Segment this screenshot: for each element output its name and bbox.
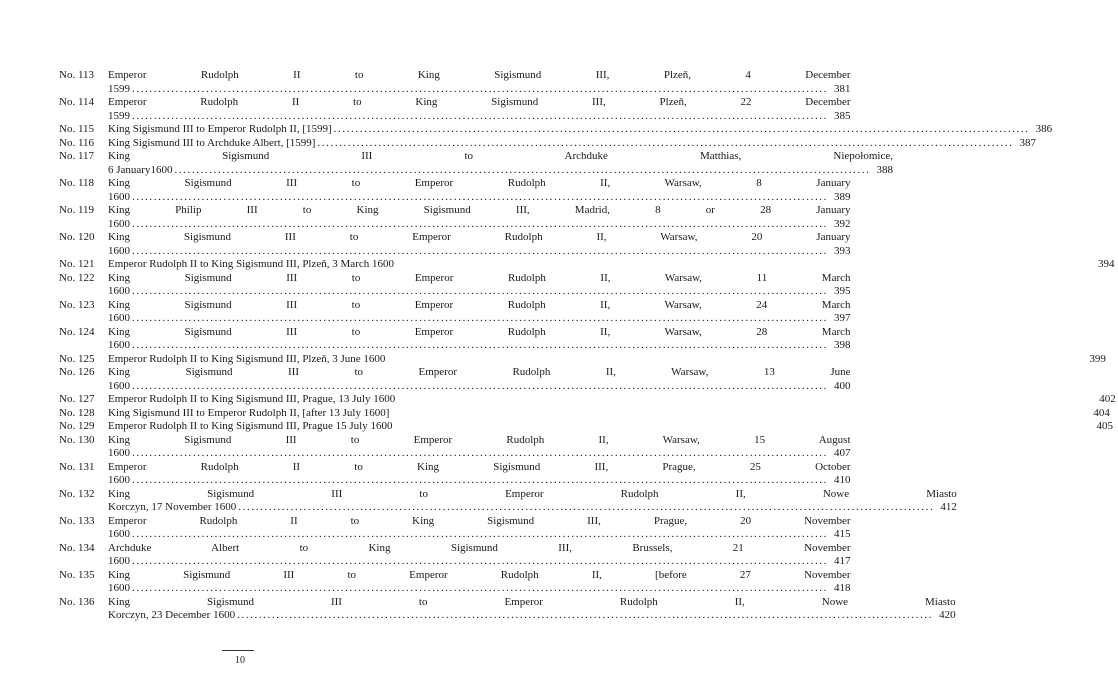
dot-leader — [132, 245, 828, 259]
dot-leader — [132, 339, 828, 353]
title-line: Emperor Rudolph II to King Sigismund III, Prague, 25 October — [108, 460, 851, 473]
dot-leader — [132, 285, 828, 299]
dot-leader — [132, 191, 828, 205]
page-ref: 395 — [834, 285, 851, 297]
entry-title — [108, 366, 853, 393]
entry-number: No. 116 — [59, 136, 95, 149]
page-ref: 386 — [1035, 123, 1053, 135]
title-line: King Sigismund III to Emperor Rudolph II, Warsaw, 11 March — [108, 271, 851, 284]
dot-leader — [317, 137, 1013, 151]
title-line: King Philip III to King Sigismund III, Madrid, 8 or 28 January — [108, 204, 851, 216]
toc-entry — [59, 150, 893, 177]
entry-title — [108, 258, 1116, 272]
title-line: King Sigismund III to Emperor Rudolph II, Warsaw, 24 March — [108, 298, 851, 311]
title-line: Emperor Rudolph II to King Sigismund III, Plzeň, 3 June 1600 — [108, 352, 386, 365]
page-ref: 418 — [834, 582, 851, 594]
entry-title — [108, 461, 853, 488]
page-ref: 402 — [1099, 393, 1116, 405]
title-line: 1600 — [108, 312, 130, 324]
toc-entry — [59, 204, 851, 231]
toc-entry — [59, 123, 1053, 137]
entry-title — [108, 393, 1118, 407]
entry-title — [108, 569, 853, 596]
entry-number: No. 132 — [59, 487, 95, 500]
page-ref: 398 — [834, 339, 851, 351]
toc-entry — [59, 393, 1116, 407]
page-ref: 385 — [834, 109, 851, 122]
toc-entry — [59, 325, 851, 353]
title-line: Korczyn, 17 November 1600 — [108, 501, 237, 513]
page-ref: 420 — [939, 609, 956, 621]
title-line: King Sigismund III to Emperor Rudolph II, Warsaw, 28 March — [108, 325, 851, 338]
entry-number: No. 115 — [59, 123, 95, 135]
entry-title — [108, 69, 853, 96]
toc-entry — [59, 595, 956, 623]
entry-title — [108, 542, 853, 569]
entry-title — [108, 488, 959, 515]
entry-title — [108, 231, 853, 258]
toc-entry — [59, 460, 851, 488]
entry-title — [108, 299, 853, 326]
page-ref: 400 — [834, 379, 851, 392]
title-line: 1600 — [108, 339, 130, 351]
page-ref: 417 — [834, 555, 851, 567]
dot-leader — [238, 501, 934, 515]
title-line: 1600 — [108, 190, 130, 203]
toc-entry — [59, 514, 851, 542]
page-ref: 387 — [1019, 136, 1036, 149]
title-line: King Sigismund III to Archduke Matthias, Niepołomice, — [108, 150, 893, 162]
title-line: King Sigismund III to Emperor Rudolph II, [after 13 July 1600] — [108, 406, 390, 419]
toc-entry — [59, 433, 851, 461]
dot-leader — [174, 164, 870, 178]
entry-number: No. 126 — [59, 366, 95, 378]
toc-entry — [59, 136, 1036, 151]
title-line: Korczyn, 23 December 1600 — [108, 609, 236, 621]
dot-leader — [132, 312, 828, 326]
page-ref: 412 — [940, 501, 957, 513]
entry-number: No. 114 — [59, 96, 95, 108]
entry-title — [108, 204, 853, 231]
entry-number: No. 118 — [59, 177, 95, 189]
dot-leader — [237, 609, 933, 623]
entry-title — [108, 326, 853, 353]
entry-title — [108, 272, 853, 299]
dot-leader — [132, 555, 828, 569]
entry-title — [108, 123, 1054, 137]
entry-title — [108, 353, 1108, 367]
title-line: Emperor Rudolph II to King Sigismund III, Prague, 20 November — [108, 514, 851, 527]
page-ref: 393 — [834, 244, 851, 257]
entry-number: No. 129 — [59, 420, 95, 432]
title-line: 1600 — [108, 528, 130, 540]
entry-title — [108, 515, 853, 542]
entry-number: No. 119 — [59, 204, 95, 216]
entry-number: No. 122 — [59, 271, 95, 284]
toc-entry — [59, 298, 851, 326]
page-ref: 399 — [1089, 352, 1106, 365]
page-ref: 415 — [834, 528, 851, 540]
entry-number: No. 133 — [59, 514, 95, 527]
toc-entry — [59, 69, 851, 96]
dot-leader — [132, 528, 828, 542]
title-line: King Sigismund III to Archduke Albert, [1599] — [108, 136, 316, 149]
toc-entry — [59, 96, 851, 123]
toc-entry — [59, 541, 851, 569]
title-line: King Sigismund III to Emperor Rudolph II, Warsaw, 15 August — [108, 433, 851, 446]
entry-number: No. 124 — [59, 325, 95, 338]
toc-entry — [59, 352, 1106, 367]
page-ref: 410 — [834, 474, 851, 486]
entry-title — [108, 596, 958, 623]
title-line: 1600 — [108, 285, 130, 297]
title-line: King Sigismund III to Emperor Rudolph II, [before 27 November — [108, 568, 851, 581]
entry-number: No. 131 — [59, 460, 95, 473]
entry-number: No. 123 — [59, 298, 95, 311]
toc-entry — [59, 177, 851, 204]
toc-entry — [59, 568, 851, 596]
footer-rule — [222, 650, 254, 651]
page-ref: 397 — [834, 312, 851, 324]
page-ref: 405 — [1096, 420, 1113, 432]
entry-number: No. 128 — [59, 406, 95, 419]
dot-leader — [132, 110, 828, 124]
toc-entry — [59, 487, 957, 515]
title-line: 1600 — [108, 555, 130, 567]
title-line: Emperor Rudolph II to King Sigismund III, Prague, 13 July 1600 — [108, 393, 396, 405]
entry-title — [108, 96, 853, 123]
dot-leader — [132, 447, 828, 461]
entry-title — [108, 420, 1115, 434]
title-line: King Sigismund III to Emperor Rudolph II, Warsaw, 8 January — [108, 177, 851, 189]
dot-leader — [132, 582, 828, 596]
page-ref: 381 — [834, 82, 851, 95]
toc-entry — [59, 406, 1110, 421]
dot-leader — [132, 380, 828, 394]
title-line: Emperor Rudolph II to King Sigismund III, Plzeň, 22 December — [108, 96, 851, 108]
entry-title — [108, 177, 853, 204]
entry-number: No. 136 — [59, 595, 95, 608]
title-line: 6 January1600 — [108, 163, 173, 176]
entry-number: No. 127 — [59, 393, 95, 405]
title-line: Archduke Albert to King Sigismund III, Brussels, 21 November — [108, 541, 851, 554]
title-line: King Sigismund III to Emperor Rudolph II, Nowe Miasto — [108, 487, 957, 500]
toc-entry — [59, 258, 1115, 272]
page-ref: 394 — [1097, 258, 1115, 270]
title-line: 1600 — [108, 447, 130, 459]
title-line: King Sigismund III to Emperor Rudolph II, Warsaw, 13 June — [108, 366, 851, 378]
title-line: 1600 — [108, 582, 130, 594]
dot-leader — [132, 83, 828, 97]
title-line: 1600 — [108, 217, 130, 230]
entry-number: No. 117 — [59, 150, 95, 162]
entry-number: No. 135 — [59, 568, 95, 581]
title-line: 1600 — [108, 379, 130, 392]
title-line: 1600 — [108, 244, 130, 257]
title-line: 1600 — [108, 474, 130, 486]
title-line: 1599 — [108, 109, 130, 122]
toc-entry — [59, 231, 851, 258]
entry-number: No. 120 — [59, 231, 95, 243]
entry-title — [108, 407, 1112, 421]
entry-title — [108, 150, 895, 177]
entry-number: No. 113 — [59, 69, 95, 81]
table-of-contents — [59, 69, 1116, 623]
dot-leader — [132, 474, 828, 488]
entry-number: No. 125 — [59, 352, 95, 365]
dot-leader — [334, 123, 1030, 137]
entry-title — [108, 137, 1038, 151]
title-line: Emperor Rudolph II to King Sigismund III, Plzeň, 4 December — [108, 69, 851, 81]
dot-leader — [132, 218, 828, 232]
page-number: 10 — [235, 655, 245, 666]
entry-title — [108, 434, 853, 461]
entry-number: No. 134 — [59, 541, 95, 554]
title-line: Emperor Rudolph II to King Sigismund III, Prague 15 July 1600 — [108, 420, 393, 432]
toc-entry — [59, 271, 851, 299]
title-line: King Sigismund III to Emperor Rudolph II, Nowe Miasto — [108, 595, 956, 608]
toc-entry — [59, 420, 1113, 434]
title-line: King Sigismund III to Emperor Rudolph II, [1599] — [108, 123, 332, 135]
page-ref: 392 — [834, 217, 851, 230]
title-line: Emperor Rudolph II to King Sigismund III, Plzeň, 3 March 1600 — [108, 258, 394, 270]
entry-number: No. 121 — [59, 258, 95, 270]
page-ref: 404 — [1093, 406, 1110, 419]
page-ref: 389 — [834, 190, 851, 203]
entry-number: No. 130 — [59, 433, 95, 446]
page-ref: 407 — [834, 447, 851, 459]
toc-entry — [59, 366, 851, 393]
title-line: 1599 — [108, 82, 130, 95]
page-ref: 388 — [876, 163, 893, 176]
title-line: King Sigismund III to Emperor Rudolph II, Warsaw, 20 January — [108, 231, 851, 243]
